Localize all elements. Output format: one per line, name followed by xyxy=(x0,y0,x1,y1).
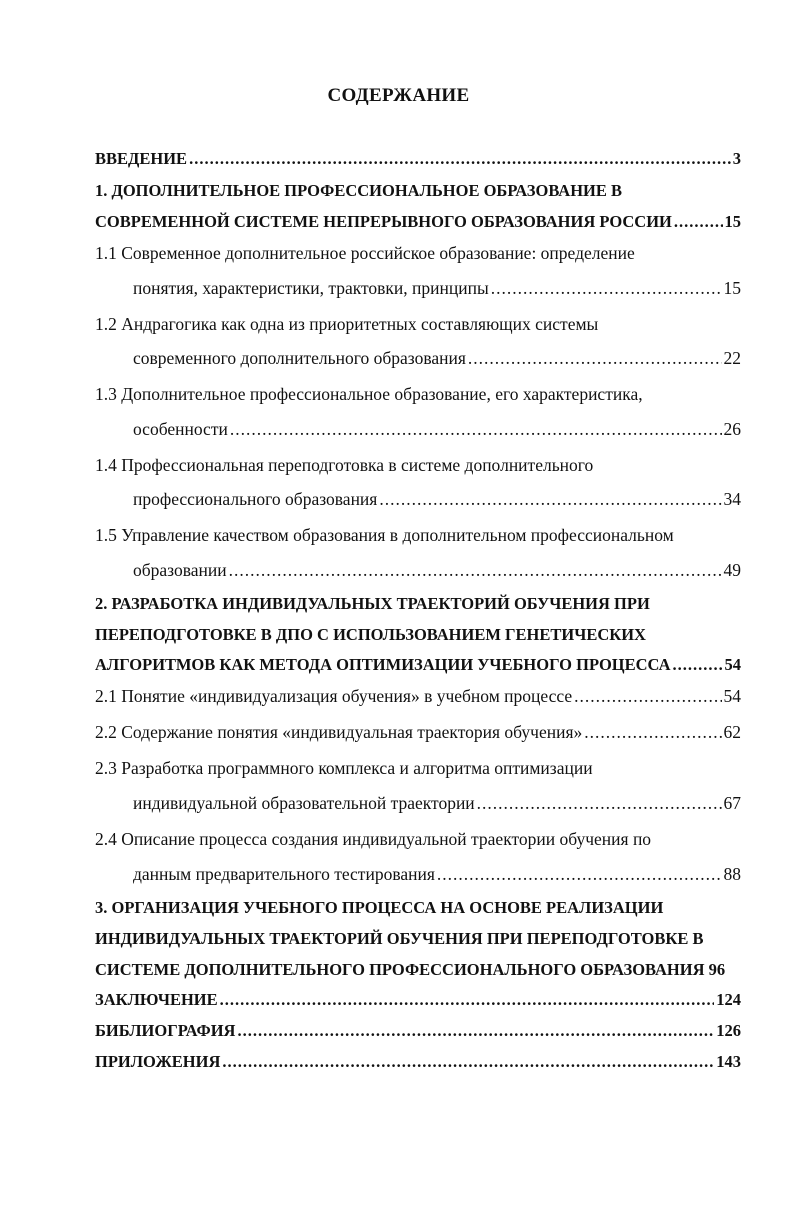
dot-leader xyxy=(437,864,722,885)
toc-section-1-5-line-2 xyxy=(133,560,741,581)
toc-entry-introduction xyxy=(95,149,741,169)
dot-leader xyxy=(230,419,722,440)
toc-page-number: 88 xyxy=(723,864,741,884)
dot-leader xyxy=(220,990,715,1010)
dot-leader xyxy=(477,793,722,814)
toc-entry-text: современного дополнительного образования xyxy=(133,348,466,368)
toc-entry-text: ЗАКЛЮЧЕНИЕ xyxy=(95,990,218,1009)
toc-chapter-1-line-1: 1. ДОПОЛНИТЕЛЬНОЕ ПРОФЕССИОНАЛЬНОЕ ОБРАЗОВАНИЕ В xyxy=(95,181,623,200)
toc-section-1-1-line-1: 1.1 Современное дополнительное российское образование: определение xyxy=(95,243,635,263)
toc-entry-text: СОВРЕМЕННОЙ СИСТЕМЕ НЕПРЕРЫВНОГО ОБРАЗОВАНИЯ РОССИИ xyxy=(95,212,672,231)
toc-entry-text: образовании xyxy=(133,560,227,580)
toc-section-1-4-line-2 xyxy=(133,489,741,510)
toc-page-number: 49 xyxy=(723,560,741,580)
toc-section-1-3-line-1: 1.3 Дополнительное профессиональное образование, его характеристика, xyxy=(95,384,643,404)
toc-entry-text: понятия, характеристики, трактовки, принципы xyxy=(133,278,489,298)
toc-page-number: 54 xyxy=(723,686,741,706)
toc-page-number: 15 xyxy=(724,212,741,231)
toc-chapter-3-line-2: ИНДИВИДУАЛЬНЫХ ТРАЕКТОРИЙ ОБУЧЕНИЯ ПРИ ПЕРЕПОДГОТОВКЕ В xyxy=(95,929,704,948)
dot-leader xyxy=(673,655,723,675)
toc-page-number: 67 xyxy=(723,793,741,813)
toc-page-number: 124 xyxy=(716,990,741,1009)
dot-leader xyxy=(584,722,721,743)
toc-page-number: 26 xyxy=(723,419,741,439)
toc-section-1-5-line-1: 1.5 Управление качеством образования в дополнительном профессиональном xyxy=(95,525,674,545)
toc-page-number: 34 xyxy=(723,489,741,509)
toc-entry-text: данным предварительного тестирования xyxy=(133,864,435,884)
toc-entry-text: профессионального образования xyxy=(133,489,378,509)
toc-section-1-1-line-2 xyxy=(133,278,741,299)
dot-leader xyxy=(674,212,723,232)
toc-chapter-2-line-1: 2. РАЗРАБОТКА ИНДИВИДУАЛЬНЫХ ТРАЕКТОРИЙ ОБУЧЕНИЯ ПРИ xyxy=(95,594,650,613)
toc-entry-text: 2.1 Понятие «индивидуализация обучения» в учебном процессе xyxy=(95,686,573,706)
toc-page-number: 54 xyxy=(724,655,741,674)
toc-section-2-4-line-1: 2.4 Описание процесса создания индивидуальной траектории обучения по xyxy=(95,829,652,849)
toc-page-number: 126 xyxy=(716,1021,741,1040)
toc-page-number: 62 xyxy=(723,722,741,742)
toc-page-number: 96 xyxy=(708,960,726,979)
toc-entry-conclusion xyxy=(95,990,741,1010)
toc-entry-text: индивидуальной образовательной траектории xyxy=(133,793,475,813)
toc-section-2-3-line-1: 2.3 Разработка программного комплекса и алгоритма оптимизации xyxy=(95,758,593,778)
toc-entry-text: БИБЛИОГРАФИЯ xyxy=(95,1021,236,1040)
toc-entry-text: АЛГОРИТМОВ КАК МЕТОДА ОПТИМИЗАЦИИ УЧЕБНОГО ПРОЦЕССА xyxy=(95,655,671,674)
toc-page-number: 15 xyxy=(723,278,741,298)
toc-entry-text: СИСТЕМЕ ДОПОЛНИТЕЛЬНОГО ПРОФЕССИОНАЛЬНОГО ОБРАЗОВАНИЯ xyxy=(95,960,705,979)
dot-leader xyxy=(237,1021,714,1041)
toc-section-1-2-line-1: 1.2 Андрагогика как одна из приоритетных составляющих системы xyxy=(95,314,599,334)
toc-chapter-2-line-2: ПЕРЕПОДГОТОВКЕ В ДПО С ИСПОЛЬЗОВАНИЕМ ГЕНЕТИЧЕСКИХ xyxy=(95,625,646,644)
toc-entry-text: особенности xyxy=(133,419,228,439)
toc-chapter-3-line-1: 3. ОРГАНИЗАЦИЯ УЧЕБНОГО ПРОЦЕССА НА ОСНОВЕ РЕАЛИЗАЦИИ xyxy=(95,898,664,917)
toc-entry-bibliography xyxy=(95,1021,741,1041)
toc-page-number: 22 xyxy=(723,348,741,368)
toc-section-2-3-line-2 xyxy=(133,793,741,814)
toc-entry-text: ВВЕДЕНИЕ xyxy=(95,149,188,168)
dot-leader xyxy=(574,686,721,707)
dot-leader xyxy=(189,149,731,169)
toc-entry-text: 2.2 Содержание понятия «индивидуальная траектория обучения» xyxy=(95,722,583,742)
toc-section-2-2 xyxy=(95,722,741,743)
dot-leader xyxy=(229,560,722,581)
toc-page-number: 3 xyxy=(732,149,741,168)
toc-section-2-4-line-2 xyxy=(133,864,741,885)
dot-leader xyxy=(222,1052,714,1072)
toc-section-1-4-line-1: 1.4 Профессиональная переподготовка в системе дополнительного xyxy=(95,455,594,475)
page-title: СОДЕРЖАНИЕ xyxy=(327,85,470,106)
toc-section-2-1 xyxy=(95,686,741,707)
toc-entry-text: ПРИЛОЖЕНИЯ xyxy=(95,1052,221,1071)
toc-section-1-2-line-2 xyxy=(133,348,741,369)
toc-section-1-3-line-2 xyxy=(133,419,741,440)
toc-chapter-1-line-2 xyxy=(95,212,741,232)
toc-chapter-2-line-3 xyxy=(95,655,741,675)
toc-chapter-3-line-3 xyxy=(95,960,741,980)
dot-leader xyxy=(491,278,722,299)
dot-leader xyxy=(468,348,722,369)
toc-entry-appendices xyxy=(95,1052,741,1072)
toc-page-number: 143 xyxy=(716,1052,741,1071)
dot-leader xyxy=(379,489,721,510)
